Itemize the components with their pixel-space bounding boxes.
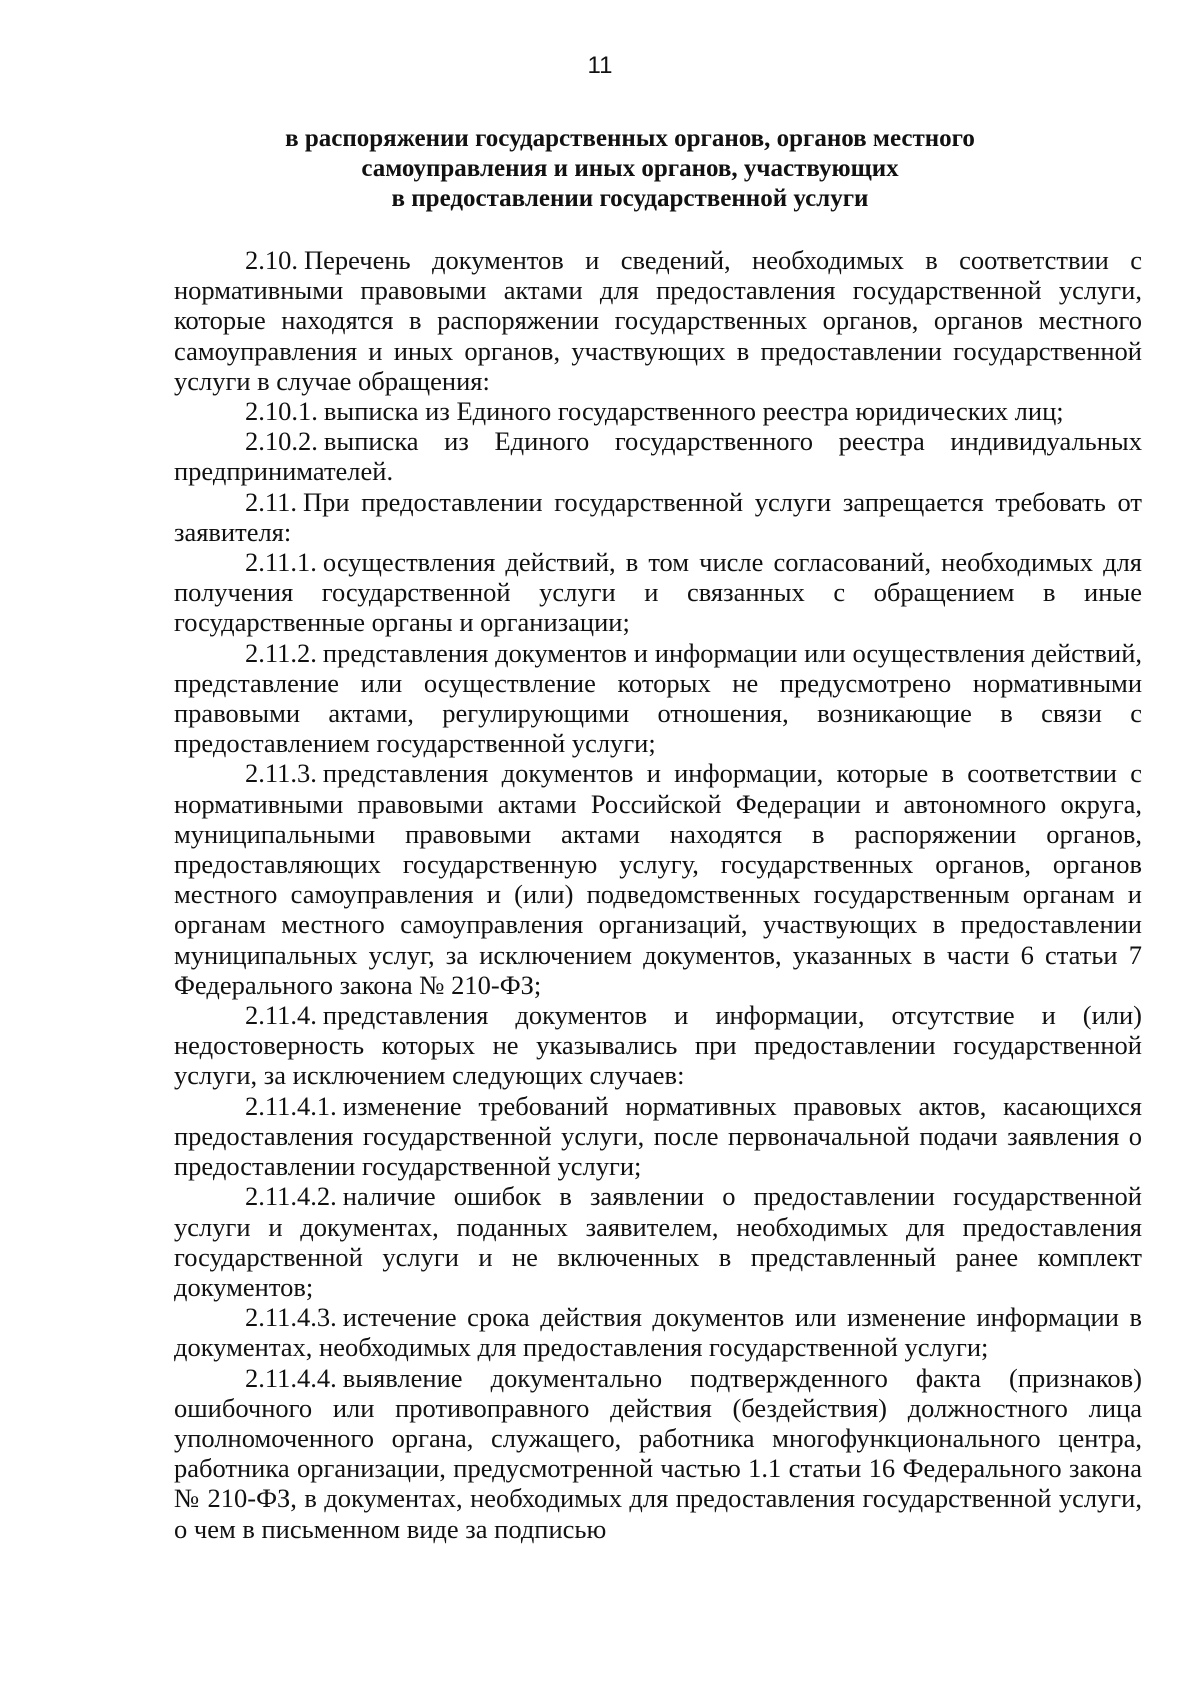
page-number: 11 [587, 52, 613, 79]
paragraph-text: выписка из Единого государственного реестра юридических лиц; [323, 396, 1064, 427]
section-title [200, 124, 1060, 214]
section-title-line: в предоставлении государственной услуги [391, 185, 869, 212]
paragraph-2-11-4 [174, 1000, 1142, 1091]
paragraph-number: 2.11.4. [245, 1000, 317, 1031]
paragraph-2-11 [174, 487, 1142, 547]
document-body [174, 245, 1142, 1544]
paragraph-number: 2.11.4.3. [245, 1302, 337, 1333]
paragraph-text: представления документов и информации или осуществления действий, представление или осуществление которых не предусмотрено нормативными правовыми актами, регулирующими отношения, возникающие в связи с предоставлением государственной услуги; [174, 637, 1142, 759]
paragraph-number: 2.11. [245, 486, 298, 517]
paragraph-2-10-1 [174, 396, 1142, 426]
paragraph-2-11-4-1 [174, 1091, 1142, 1182]
paragraph-text: истечение срока действия документов или изменение информации в документах, необходимых для предоставления государственной услуги; [174, 1302, 1142, 1363]
paragraph-number: 2.11.4.2. [245, 1181, 337, 1212]
paragraph-number: 2.11.4.1. [245, 1090, 337, 1121]
paragraph-2-10-2 [174, 426, 1142, 486]
paragraph-number: 2.10. [245, 245, 298, 275]
paragraph-text: выявление документально подтвержденного факта (признаков) ошибочного или противоправного действия (бездействия) должностного лица уполномоченного органа, служащего, работника многофункционального центра, работника организации, предусмотренной частью 1.1 статьи 16 Федерального закона № 210-ФЗ, в документах, необходимых для предоставления государственной услуги, о чем в письменном виде за подписью [174, 1362, 1142, 1544]
paragraph-text: представления документов и информации, которые в соответствии с нормативными правовыми актами Российской Федерации и автономного округа, муниципальными правовыми актами находятся в распоряжении органов, предоставляющих государственную услугу, государственных органов, органов местного самоуправления и (или) подведомственных государственным органам и органам местного самоуправления организаций, участвующих в предоставлении муниципальных услуг, за исключением документов, указанных в части 6 статьи 7 Федерального закона № 210-ФЗ; [174, 758, 1142, 1000]
paragraph-2-11-4-3 [174, 1302, 1142, 1362]
paragraph-text: наличие ошибок в заявлении о предоставлении государственной услуги и документах, поданных заявителем, необходимых для предоставления государственной услуги и не включенных в представленный ранее комплект документов; [174, 1181, 1142, 1302]
paragraph-2-10 [174, 245, 1142, 396]
paragraph-2-11-4-4 [174, 1363, 1142, 1544]
paragraph-2-11-4-2 [174, 1181, 1142, 1302]
paragraph-text: представления документов и информации, отсутствие и (или) недостоверность которых не указывались при предоставлении государственной услуги, за исключением следующих случаев: [174, 1000, 1142, 1091]
paragraph-number: 2.11.3. [245, 758, 317, 789]
paragraph-2-11-1 [174, 547, 1142, 638]
section-title-line: самоуправления и иных органов, участвующих [361, 155, 899, 182]
paragraph-text: При предоставлении государственной услуги запрещается требовать от заявителя: [174, 486, 1142, 547]
paragraph-number: 2.11.4.4. [245, 1362, 337, 1393]
paragraph-number: 2.11.2. [245, 637, 317, 668]
paragraph-text: осуществления действий, в том числе согласований, необходимых для получения государственной услуги и связанных с обращением в иные государственные органы и организации; [174, 547, 1142, 638]
paragraph-2-11-2 [174, 638, 1142, 759]
paragraph-number: 2.11.1. [245, 547, 317, 578]
paragraph-number: 2.10.1. [245, 396, 318, 427]
section-title-line: в распоряжении государственных органов, органов местного [285, 125, 975, 152]
paragraph-text: выписка из Единого государственного реестра индивидуальных предпринимателей. [174, 426, 1142, 487]
paragraph-number: 2.10.2. [245, 426, 318, 457]
paragraph-text: Перечень документов и сведений, необходимых в соответствии с нормативными правовыми актами для предоставления государственной услуги, которые находятся в распоряжении государственных органов, органов местного самоуправления и иных органов, участвующих в предоставлении государственной услуги в случае обращения: [174, 245, 1142, 396]
paragraph-2-11-3 [174, 758, 1142, 1000]
paragraph-text: изменение требований нормативных правовых актов, касающихся предоставления государственной услуги, после первоначальной подачи заявления о предоставлении государственной услуги; [174, 1090, 1142, 1182]
